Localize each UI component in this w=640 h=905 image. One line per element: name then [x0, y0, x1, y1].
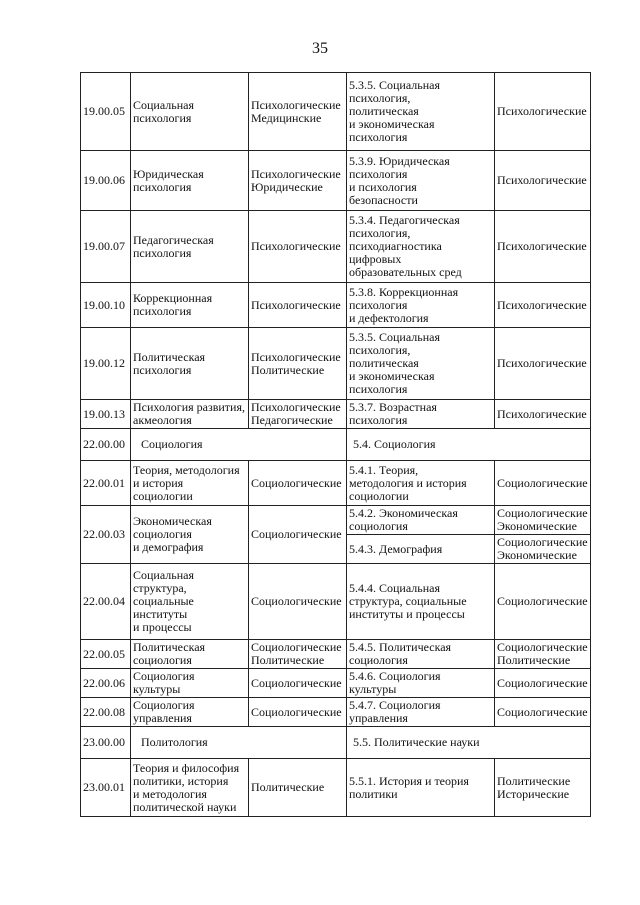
new-specialty: 5.3.5. Социальная психология, политическая и экономическая психология [347, 328, 495, 400]
specialty-name: Политическая психология [131, 328, 249, 400]
new-science-branch: Социологические Экономические [495, 535, 591, 564]
new-science-branch: Социологические [495, 461, 591, 506]
science-branch: Психологические Медицинские [249, 73, 347, 151]
specialty-code: 19.00.13 [81, 400, 131, 429]
specialty-name: Политическая социология [131, 640, 249, 669]
new-science-branch: Социологические [495, 698, 591, 727]
specialty-code: 19.00.12 [81, 328, 131, 400]
new-specialty: 5.3.9. Юридическая психология и психология безопасности [347, 151, 495, 211]
new-specialty: 5.4.4. Социальная структура, социальные институты и процессы [347, 564, 495, 640]
specialty-name: Коррекционная психология [131, 283, 249, 328]
new-science-branch: Психологические [495, 400, 591, 429]
page-number: 35 [312, 40, 328, 57]
new-group-name: 5.5. Политические науки [347, 727, 591, 759]
table-row [81, 211, 591, 283]
table-row [81, 400, 591, 429]
new-science-branch: Социологические Экономические [495, 506, 591, 535]
specialty-code: 19.00.05 [81, 73, 131, 151]
table-row [81, 669, 591, 698]
specialty-name: Социология культуры [131, 669, 249, 698]
table-row [81, 640, 591, 669]
specialty-code: 22.00.05 [81, 640, 131, 669]
specialty-code: 22.00.03 [81, 506, 131, 564]
science-branch: Социологические [249, 698, 347, 727]
group-name: Политология [131, 727, 347, 759]
new-specialty: 5.4.1. Теория, методология и история социологии [347, 461, 495, 506]
science-branch: Психологические [249, 211, 347, 283]
new-science-branch: Психологические [495, 73, 591, 151]
group-name: Социология [131, 429, 347, 461]
science-branch: Социологические [249, 461, 347, 506]
specialty-name: Психология развития, акмеология [131, 400, 249, 429]
specialty-name: Социальная структура, социальные институты и процессы [131, 564, 249, 640]
new-science-branch: Психологические [495, 151, 591, 211]
table-row [81, 698, 591, 727]
table-row [81, 759, 591, 817]
specialty-code: 22.00.00 [81, 429, 131, 461]
new-specialty: 5.4.2. Экономическая социология [347, 506, 495, 535]
group-row [81, 429, 591, 461]
new-science-branch: Социологические Политические [495, 640, 591, 669]
new-science-branch: Социологические [495, 669, 591, 698]
specialty-code: 22.00.01 [81, 461, 131, 506]
science-branch: Социологические [249, 506, 347, 564]
specialty-code: 23.00.01 [81, 759, 131, 817]
table-row [81, 506, 591, 535]
new-specialty: 5.3.7. Возрастная психология [347, 400, 495, 429]
group-row [81, 727, 591, 759]
specialty-code: 22.00.08 [81, 698, 131, 727]
table-row [81, 73, 591, 151]
new-science-branch: Политические Исторические [495, 759, 591, 817]
specialty-name: Социология управления [131, 698, 249, 727]
science-branch: Политические [249, 759, 347, 817]
science-branch: Психологические Юридические [249, 151, 347, 211]
specialty-code: 19.00.07 [81, 211, 131, 283]
specialty-code: 22.00.06 [81, 669, 131, 698]
specialty-code: 22.00.04 [81, 564, 131, 640]
new-science-branch: Психологические [495, 211, 591, 283]
new-group-name: 5.4. Социология [347, 429, 591, 461]
new-specialty: 5.3.5. Социальная психология, политическая и экономическая психология [347, 73, 495, 151]
specialties-table [80, 72, 591, 817]
table-row [81, 283, 591, 328]
specialty-name: Теория и философия политики, история и методология политической науки [131, 759, 249, 817]
new-specialty: 5.3.8. Коррекционная психология и дефектология [347, 283, 495, 328]
new-specialty: 5.4.6. Социология культуры [347, 669, 495, 698]
specialty-name: Теория, методология и история социологии [131, 461, 249, 506]
science-branch: Психологические [249, 283, 347, 328]
table-row [81, 151, 591, 211]
specialty-name: Педагогическая психология [131, 211, 249, 283]
new-specialty: 5.4.3. Демография [347, 535, 495, 564]
specialty-name: Юридическая психология [131, 151, 249, 211]
specialty-name: Экономическая социология и демография [131, 506, 249, 564]
science-branch: Психологические Политические [249, 328, 347, 400]
new-science-branch: Психологические [495, 328, 591, 400]
specialty-code: 19.00.10 [81, 283, 131, 328]
science-branch: Социологические [249, 669, 347, 698]
specialty-name: Социальная психология [131, 73, 249, 151]
new-specialty: 5.3.4. Педагогическая психология, психодиагностика цифровых образовательных сред [347, 211, 495, 283]
science-branch: Психологические Педагогические [249, 400, 347, 429]
specialty-code: 23.00.00 [81, 727, 131, 759]
table-row [81, 328, 591, 400]
new-science-branch: Социологические [495, 564, 591, 640]
science-branch: Социологические Политические [249, 640, 347, 669]
new-specialty: 5.5.1. История и теория политики [347, 759, 495, 817]
table-row [81, 564, 591, 640]
specialty-code: 19.00.06 [81, 151, 131, 211]
new-science-branch: Психологические [495, 283, 591, 328]
new-specialty: 5.4.7. Социология управления [347, 698, 495, 727]
new-specialty: 5.4.5. Политическая социология [347, 640, 495, 669]
science-branch: Социологические [249, 564, 347, 640]
table-row [81, 461, 591, 506]
